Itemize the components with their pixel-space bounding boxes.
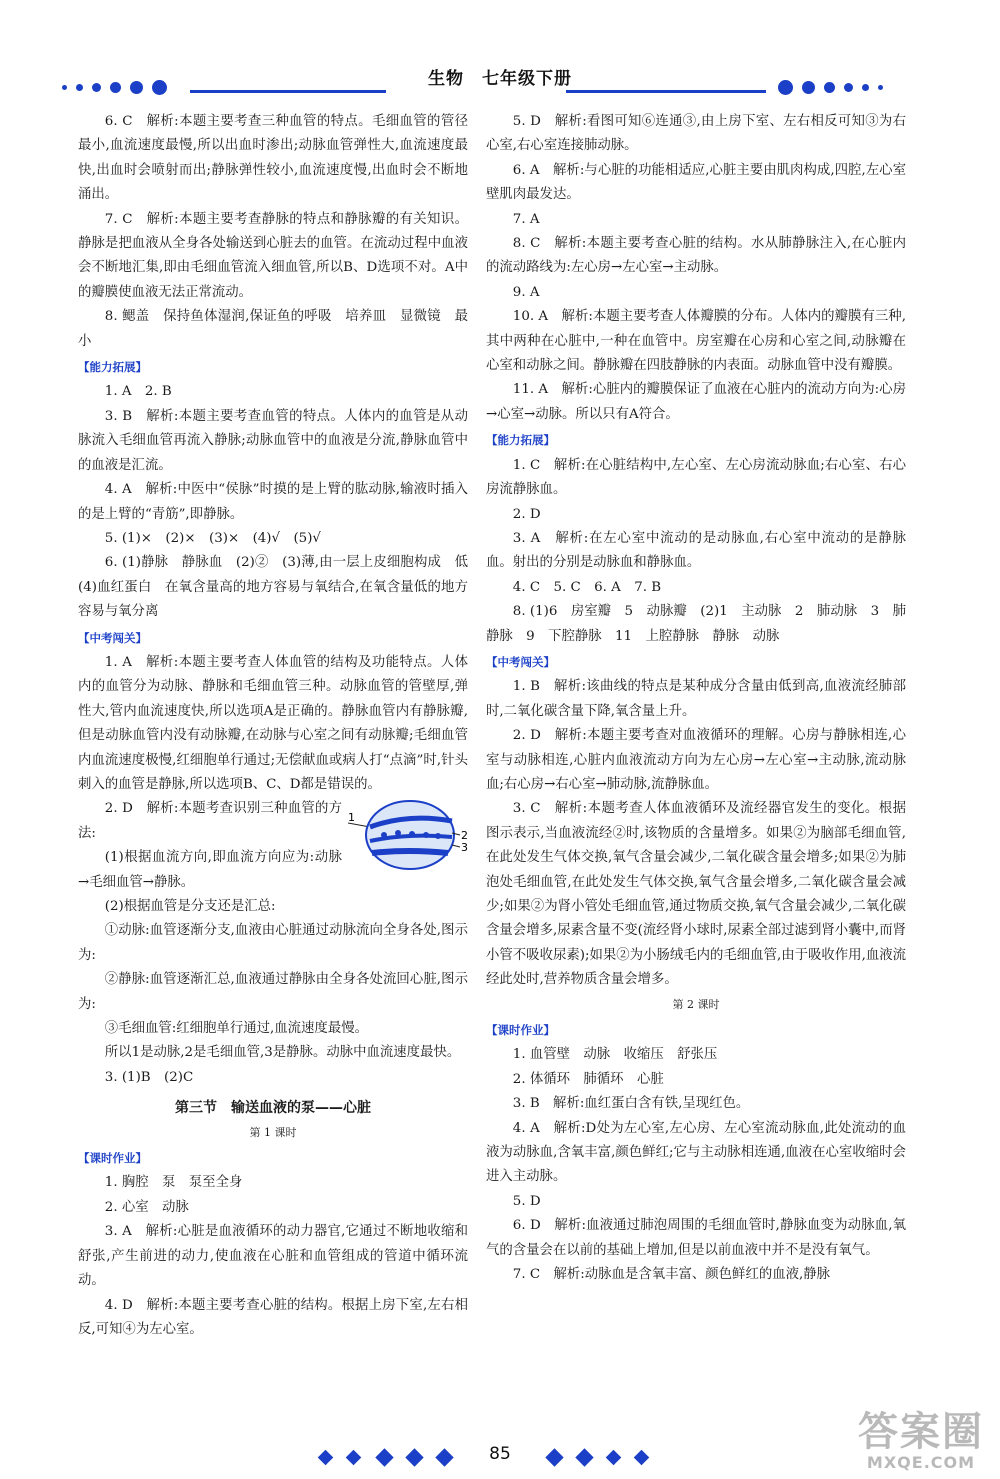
answer-paragraph: ③毛细血管:红细胞单行通过,血流速度最慢。 xyxy=(104,1021,368,1037)
answer-paragraph: 8. 鳃盖 保持鱼体湿润,保证鱼的呼吸 培养皿 显微镜 最小 xyxy=(78,309,468,349)
section-tag-exam: 【中考闯关】 xyxy=(78,630,147,645)
answer-paragraph: 3. B 解析:本题主要考查血管的特点。人体内的血管是从动脉流入毛细血管再流入静脉;动脉血管中的血液是分流,静脉血管中的血液是汇流。 xyxy=(78,408,468,473)
page-title: 生物 七年级下册 xyxy=(428,69,572,89)
watermark-logo: 答案圈 xyxy=(858,1409,984,1455)
lesson-subheading: 第 1 课时 xyxy=(249,1125,297,1139)
answer-paragraph: 6. D 解析:血液通过肺泡周围的毛细血管时,静脉血变为动脉血,氧气的含量会在以前的基础上增加,但是以前血液中并不是没有氧气。 xyxy=(486,1218,906,1258)
answer-paragraph: 4. C 5. C 6. A 7. B xyxy=(512,579,662,595)
answer-paragraph: 4. A 解析:D处为左心室,左心房、左心室流动脉血,此处流动的血液为动脉血,含氧丰富,颜色鲜红;它与主动脉相连通,血液在心室收缩时会进入主动脉。 xyxy=(486,1120,906,1185)
watermark-url: MXQE.COM xyxy=(866,1453,976,1472)
figure-label-3: 3 xyxy=(461,841,468,855)
answer-paragraph: 3. A 解析:心脏是血液循环的动力器官,它通过不断地收缩和舒张,产生前进的动力,使血液在心脏和血管组成的管道中循环流动。 xyxy=(78,1224,468,1289)
answer-paragraph: 3. A 解析:在左心室中流动的是动脉血,右心室中流动的是静脉血。射出的分别是动脉血和静脉血。 xyxy=(486,530,906,571)
watermark xyxy=(850,1410,992,1476)
answer-paragraph: (1)根据血流方向,即血流方向应为:动脉→毛细血管→静脉。 xyxy=(78,850,342,890)
answer-paragraph: 8. C 解析:本题主要考查心脏的结构。水从肺静脉注入,在心脏内的流动路线为:左心房→左心室→主动脉。 xyxy=(486,236,906,276)
footer-diamond xyxy=(318,1450,334,1466)
header-dots-right xyxy=(778,80,883,95)
left-column xyxy=(78,110,482,1342)
section-tag-ability: 【能力拓展】 xyxy=(78,360,147,375)
answer-paragraph: 1. A 解析:本题主要考查人体血管的结构及功能特点。人体内的血管分为动脉、静脉和毛细血管三种。动脉血管的管壁厚,弹性大,管内血流速度快,所以选项A是正确的。静脉血管内有静脉瓣,但是动脉血管内没有动脉瓣,在动脉与心室之间有动脉瓣;毛细血管内血流速度极慢,红细胞单行通过;无偿献血或病人打“点滴”时,针头刺入的血管是静脉,所以选项B、C、D都是错误的。 xyxy=(78,654,468,792)
answer-paragraph: 6. A 解析:与心脏的功能相适应,心脏主要由肌肉构成,四腔,左心室壁肌肉最发达。 xyxy=(486,162,906,203)
figure-label-1: 1 xyxy=(348,811,355,825)
answer-paragraph: 1. 胸腔 泵 泵至全身 xyxy=(104,1175,243,1191)
answer-paragraph: 1. B 解析:该曲线的特点是某种成分含量由低到高,血液流经肺部时,二氧化碳含量下降,氧含量上升。 xyxy=(486,679,906,719)
answer-paragraph: 所以1是动脉,2是毛细血管,3是静脉。动脉中血流速度最快。 xyxy=(104,1045,461,1061)
answer-paragraph: 9. A xyxy=(512,284,540,300)
page-header xyxy=(0,0,1000,110)
answer-paragraph: 10. A 解析:本题主要考查人体瓣膜的分布。人体内的瓣膜有三种,其中两种在心脏中,一种在血管中。房室瓣在心房和心室之间,动脉瓣在心室和动脉之间。静脉瓣在四肢静脉的内表面。动脉血管中没有瓣膜。 xyxy=(486,309,906,374)
footer-diamond xyxy=(575,1448,593,1466)
footer-diamond xyxy=(346,1450,362,1466)
answer-paragraph: ②静脉:血管逐渐汇总,血液通过静脉由全身各处流回心脏,图示为: xyxy=(78,972,468,1012)
answer-paragraph: 2. 体循环 肺循环 心脏 xyxy=(512,1071,664,1087)
answer-paragraph: 7. A xyxy=(512,211,540,227)
answer-paragraph: 7. C 解析:动脉血是含氧丰富、颜色鲜红的血液,静脉 xyxy=(512,1267,831,1283)
footer-diamond xyxy=(405,1448,423,1466)
answer-paragraph: 2. D 解析:本题主要考查对血液循环的理解。心房与静脉相连,心室与动脉相连,心脏内血液流动方向为左心房→左心室→主动脉,流动脉血;右心房→右心室→肺动脉,流静脉血。 xyxy=(486,728,906,792)
right-column xyxy=(486,110,906,1288)
footer-diamond xyxy=(435,1448,453,1466)
footer-diamond xyxy=(545,1448,563,1466)
page-number: 85 xyxy=(489,1444,511,1464)
answer-paragraph: 5. D 解析:看图可知⑥连通③,由上房下室、左右相反可知③为右心室,右心室连接肺动脉。 xyxy=(486,114,906,154)
header-rule-right xyxy=(566,90,766,93)
answer-paragraph: 5. D xyxy=(512,1193,541,1209)
answer-paragraph: 1. C 解析:在心脏结构中,左心室、左心房流动脉血;右心室、右心房流静脉血。 xyxy=(486,457,906,498)
answer-paragraph: 5. (1)× (2)× (3)× (4)√ (5)√ xyxy=(104,530,321,546)
answer-paragraph: 4. D 解析:本题主要考查心脏的结构。根据上房下室,左右相反,可知④为左心室。 xyxy=(78,1297,468,1337)
section-tag-ability: 【能力拓展】 xyxy=(486,433,555,448)
lesson-subheading: 第 2 课时 xyxy=(672,997,720,1011)
answer-paragraph: 3. C 解析:本题考查人体血液循环及流经器官发生的变化。根据图示表示,当血液流经②时,该物质的含量增多。如果②为脑部毛细血管,在此处发生气体交换,氧气含量会减少,二氧化碳含量会增多;如果②为肺泡处毛细血管,在此处发生气体交换,氧气含量会增多,二氧化碳含量会减少;如果②为肾小管处毛细血管,通过物质交换,氧气含量会减少,二氧化碳含量会增多,尿素含量不变(流经肾小球时,尿素全部过滤到肾小囊中,而肾小管不吸收尿素);如果②为小肠绒毛内的毛细血管,由于吸收作用,血液流经此处时,营养物质含量会增多。 xyxy=(486,801,906,988)
answer-paragraph: 2. 心室 动脉 xyxy=(104,1199,189,1215)
section-tag-exam: 【中考闯关】 xyxy=(486,654,555,669)
answer-paragraph: 6. (1)静脉 静脉血 (2)② (3)薄,由一层上皮细胞构成 低 (4)血红蛋白 在氧含量高的地方容易与氧结合,在氧含量低的地方容易与氧分离 xyxy=(78,555,482,620)
answer-paragraph: 1. A 2. B xyxy=(104,384,172,400)
figure-label-2: 2 xyxy=(461,829,468,843)
answer-paragraph: 2. D xyxy=(512,506,541,522)
answer-paragraph: 11. A 解析:心脏内的瓣膜保证了血液在心脏内的流动方向为:心房→心室→动脉。所以只有A符合。 xyxy=(486,382,906,422)
answer-paragraph: 8. (1)6 房室瓣 5 动脉瓣 (2)1 主动脉 2 肺动脉 3 肺静脉 9 下腔静脉 11 上腔静脉 静脉 动脉 xyxy=(486,604,906,644)
blood-vessel-figure xyxy=(348,797,468,873)
answer-paragraph: 1. 血管壁 动脉 收缩压 舒张压 xyxy=(512,1047,718,1063)
answer-paragraph: 6. C 解析:本题主要考查三种血管的特点。毛细血管的管径最小,血流速度最慢,所以出血时渗出;动脉血管弹性大,血流速度最快,出血时会喷射而出;静脉弹性较小,血流速度慢,出血时会不断地涌出。 xyxy=(78,114,468,203)
answer-paragraph: 3. B 解析:血红蛋白含有铁,呈现红色。 xyxy=(512,1096,750,1112)
answer-paragraph: 3. (1)B (2)C xyxy=(104,1069,194,1085)
answer-paragraph: (2)根据血管是分支还是汇总: xyxy=(104,899,276,914)
section-tag-homework: 【课时作业】 xyxy=(486,1023,555,1038)
footer-diamond xyxy=(375,1448,393,1466)
section-tag-homework: 【课时作业】 xyxy=(78,1151,147,1166)
section-heading: 第三节 输送血液的泵——心脏 xyxy=(175,1100,371,1117)
answer-paragraph: ①动脉:血管逐渐分支,血液由心脏通过动脉流向全身各处,图示为: xyxy=(78,923,468,963)
answer-paragraph: 7. C 解析:本题主要考查静脉的特点和静脉瓣的有关知识。静脉是把血液从全身各处输送到心脏去的血管。在流动过程中血液会不断地汇集,即由毛细血管流入细血管,所以B、D选项不对。A中的瓣膜使血液无法正常流动。 xyxy=(78,211,468,300)
answer-paragraph: 2. D 解析:本题考查识别三种血管的方法: xyxy=(78,801,342,841)
footer-diamond xyxy=(634,1450,650,1466)
answer-paragraph: 4. A 解析:中医中“侯脉”时摸的是上臂的肱动脉,输液时插入的是上臂的“青筋”,即静脉。 xyxy=(78,482,468,522)
footer-diamond xyxy=(606,1450,622,1466)
header-rule-left xyxy=(190,90,386,93)
